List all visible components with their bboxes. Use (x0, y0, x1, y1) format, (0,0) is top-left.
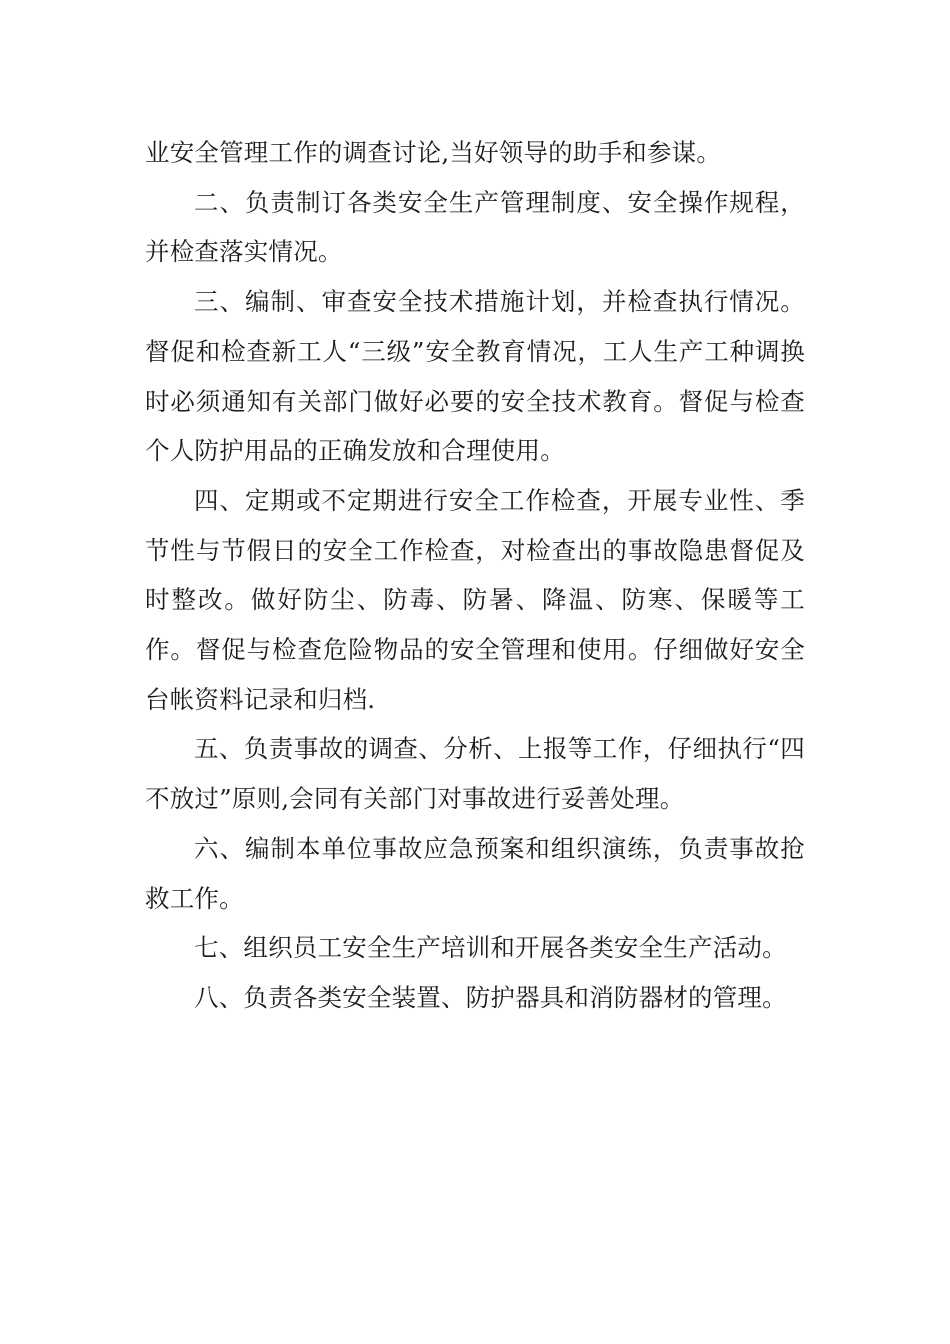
paragraph-item-2: 二、负责制订各类安全生产管理制度、安全操作规程，并检查落实情况。 (145, 187, 805, 267)
paragraph-item-5: 五、负责事故的调查、分析、上报等工作，仔细执行“四不放过”原则,会同有关部门对事故进行妥善处理。 (145, 734, 805, 814)
document-body (145, 128, 805, 1023)
paragraph-item-3: 三、编制、审查安全技术措施计划，并检查执行情况。督促和检查新工人“三级”安全教育情况，工人生产工种调换时必须通知有关部门做好必要的安全技术教育。督促与检查个人防护用品的正确发放和合理使用。 (145, 287, 805, 466)
paragraph-item-6: 六、编制本单位事故应急预案和组织演练，负责事故抢救工作。 (145, 833, 805, 913)
paragraph-item-7: 七、组织员工安全生产培训和开展各类安全生产活动。 (194, 933, 787, 963)
paragraph-item-4: 四、定期或不定期进行安全工作检查，开展专业性、季节性与节假日的安全工作检查，对检查出的事故隐患督促及时整改。做好防尘、防毒、防暑、降温、防寒、保暖等工作。督促与检查危险物品的安全管理和使用。仔细做好安全台帐资料记录和归档. (145, 485, 805, 714)
paragraph-item-8: 八、负责各类安全装置、防护器具和消防器材的管理。 (194, 982, 787, 1012)
paragraph-continuation: 业安全管理工作的调查讨论,当好领导的助手和参谋。 (145, 138, 722, 167)
